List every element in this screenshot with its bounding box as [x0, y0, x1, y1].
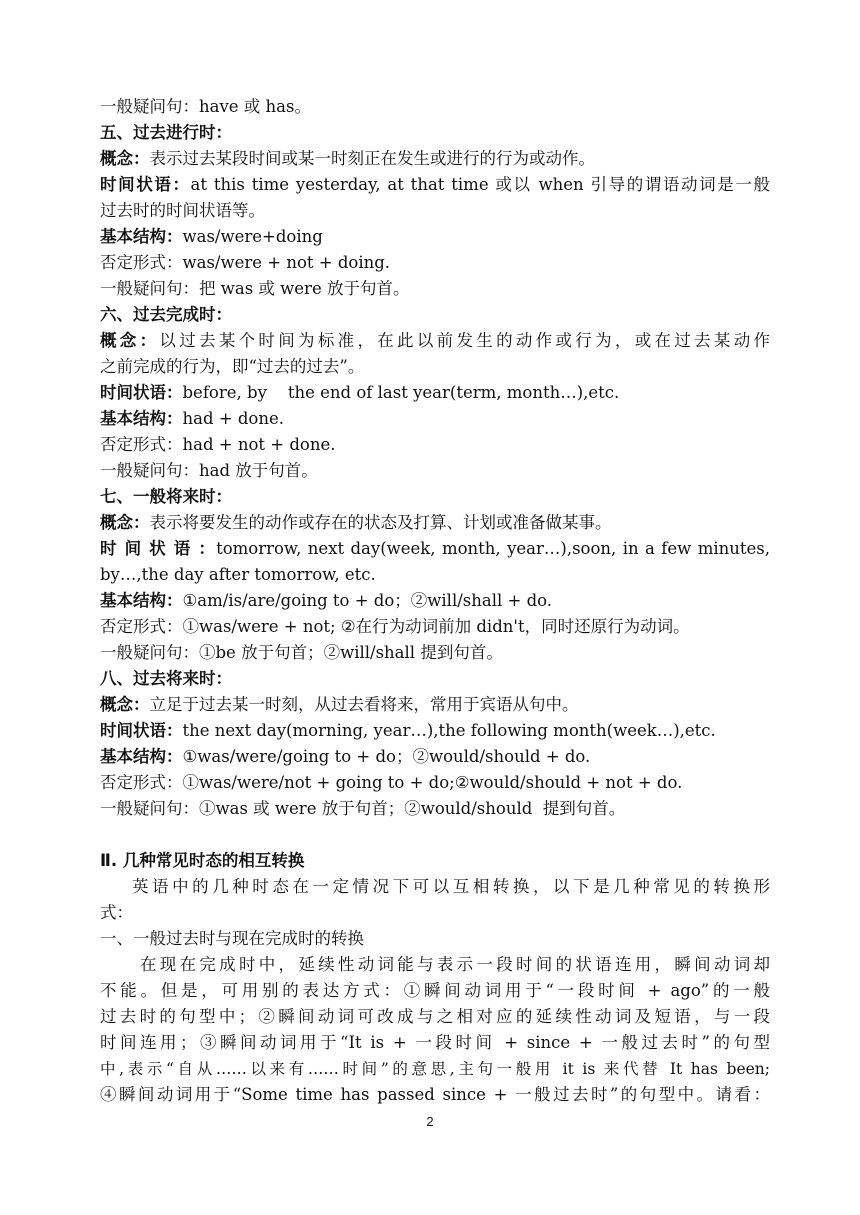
section-heading: 五、过去进行时：: [100, 123, 232, 142]
text-line: 基本结构：①was/were/going to + do；②would/should + do.: [100, 747, 591, 766]
text-line: 英语中的几种时态在一定情况下可以互相转换，以下是几种常见的转换形: [132, 877, 770, 896]
text-line: 时间状语：at this time yesterday, at that time 或以 when 引导的谓语动词是一般: [100, 175, 770, 194]
chapter-heading: Ⅱ. 几种常见时态的相互转换: [100, 851, 305, 870]
text-line: 一般疑问句：把 was 或 were 放于句首。: [100, 279, 410, 298]
text-line: 一般疑问句：had 放于句首。: [100, 461, 318, 480]
text-line: 之前完成的行为，即“过去的过去”。: [100, 357, 365, 376]
text-line: 概念：表示过去某段时间或某一时刻正在发生或进行的行为或动作。: [100, 149, 595, 168]
page-number: 2: [426, 1114, 434, 1129]
text-line: 概念：立足于过去某一时刻，从过去看将来，常用于宾语从句中。: [100, 695, 579, 714]
text-line: 中,表示“自从……以来有……时间”的意思,主句一般用 it is 来代替 It has been;: [100, 1060, 770, 1078]
text-line: 时间状语：before, by the end of last year(term, month…),etc.: [100, 383, 620, 402]
text-line: 否定形式：had + not + done.: [100, 435, 336, 454]
text-line: 不能。但是，可用别的表达方式：①瞬间动词用于“一段时间 + ago”的一般: [100, 981, 770, 1000]
text-line: 基本结构：①am/is/are/going to + do；②will/shall + do.: [100, 591, 553, 610]
section-heading: 八、过去将来时：: [100, 669, 232, 688]
section-heading: 七、一般将来时：: [100, 487, 232, 506]
text-line: 概念：以过去某个时间为标准，在此以前发生的动作或行为，或在过去某动作: [100, 331, 771, 350]
text-line: 否定形式：①was/were + not; ②在行为动词前加 didn't，同时还原行为动词。: [100, 617, 690, 636]
text-line: 式：: [100, 903, 133, 922]
text-line: 时 间 状 语 ：tomorrow, next day(week, month, year…),soon, in a few minutes,: [100, 539, 770, 558]
text-line: 一般疑问句：①was 或 were 放于句首；②would/should 提到句首。: [100, 799, 626, 818]
text-line: 一般疑问句：have 或 has。: [100, 97, 311, 116]
text-line: 否定形式：①was/were/not + going to + do;②would/should + not + do.: [100, 773, 683, 792]
text-line: 概念：表示将要发生的动作或存在的状态及打算、计划或准备做某事。: [100, 513, 612, 532]
text-line: 基本结构：was/were+doing: [100, 227, 323, 246]
text-line: 在现在完成时中，延续性动词能与表示一段时间的状语连用，瞬间动词却: [140, 955, 770, 974]
text-line: ④瞬间动词用于“Some time has passed since + 一般过去时”的句型中。请看：: [100, 1085, 770, 1104]
text-line: 时间状语：the next day(morning, year…),the following month(week…),etc.: [100, 721, 716, 740]
text-line: 时间连用；③瞬间动词用于“It is + 一段时间 + since + 一般过去时”的句型: [100, 1033, 770, 1052]
text-line: 否定形式：was/were + not + doing.: [100, 253, 391, 272]
section-heading: 六、过去完成时：: [100, 305, 232, 324]
text-line: by…,the day after tomorrow, etc.: [100, 565, 376, 584]
text-line: 一般疑问句：①be 放于句首；②will/shall 提到句首。: [100, 643, 503, 662]
text-line: 过去时的句型中；②瞬间动词可改成与之相对应的延续性动词及短语，与一段: [100, 1007, 770, 1026]
text-line: 一、一般过去时与现在完成时的转换: [100, 929, 364, 948]
text-line: 过去时的时间状语等。: [100, 201, 265, 220]
text-line: 基本结构：had + done.: [100, 409, 284, 428]
